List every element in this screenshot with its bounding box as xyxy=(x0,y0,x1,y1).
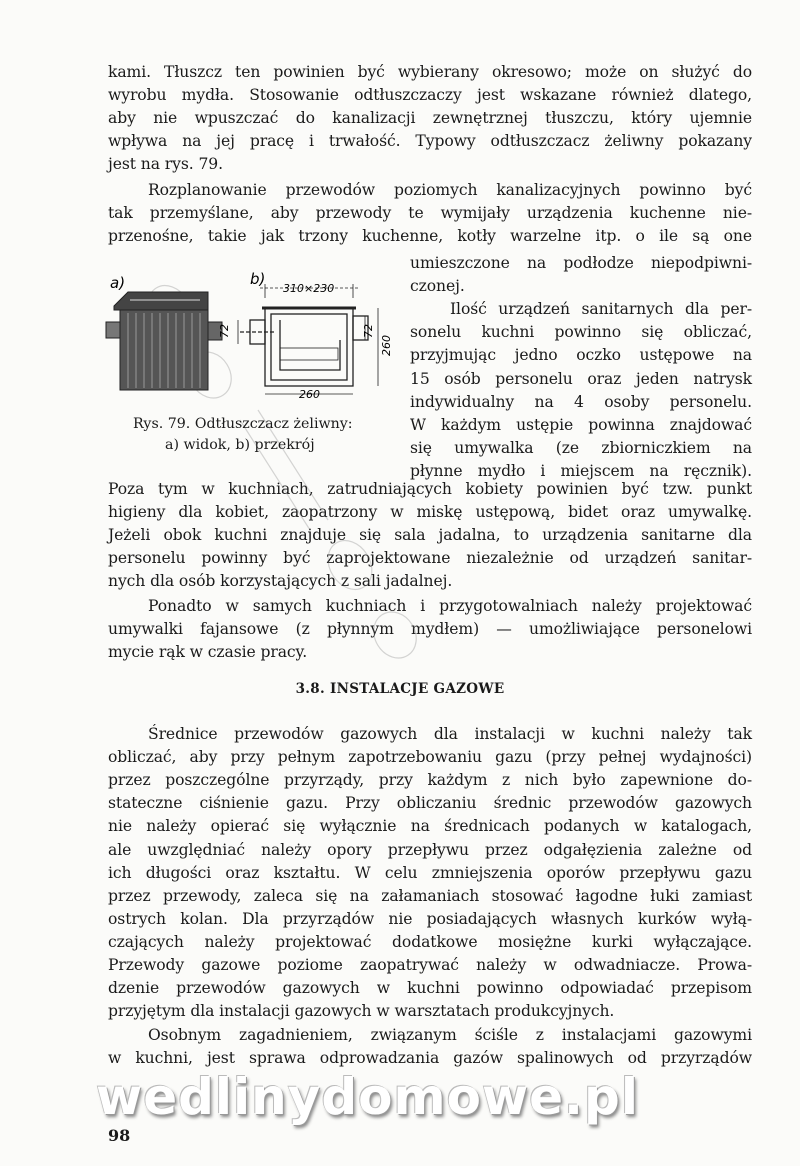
text-line: tak przemyślane, aby przewody te wymijały urządzenia kuchenne nie- xyxy=(108,203,752,222)
text-line: obliczać, aby przy pełnym zapotrzebowaniu gazu (przy pełnej wydajności) xyxy=(108,748,752,767)
text-line: wyrobu mydła. Stosowanie odtłuszczaczy jest wskazane również dlatego, xyxy=(108,86,752,105)
text-line: ale uwzględniać należy opory przepływu przez odgałęzienia zależne od xyxy=(108,840,752,859)
text-line: umywalki fajansowe (z płynnym mydłem) — umożliwiające personelowi xyxy=(108,619,752,638)
grease-trap-view-drawing xyxy=(106,292,222,390)
figure-caption-line-2: a) widok, b) przekrój xyxy=(165,437,315,453)
text-line: płynne mydło i miejscem na ręcznik). xyxy=(410,461,752,480)
figure-caption-line-1: Rys. 79. Odtłuszczacz żeliwny: xyxy=(133,416,353,432)
text-line: Średnice przewodów gazowych dla instalacji w kuchni należy tak xyxy=(148,725,752,743)
text-line: przyjmując jedno oczko ustępowe na xyxy=(410,346,752,365)
text-line: umieszczone na podłodze niepodpiwni- xyxy=(410,254,752,272)
text-line: personelu powinny być zaprojektowane niezależnie od urządzeń sanitar- xyxy=(108,549,752,568)
text-line: dzenie przewodów gazowych w kuchni powinno odpowiadać przepisom xyxy=(108,979,752,998)
text-line: 15 osób personelu oraz jeden natrysk xyxy=(410,369,752,388)
text-line: przenośne, takie jak trzony kuchenne, kotły warzelne itp. o ile są one xyxy=(108,226,752,245)
text-line: indywidualny na 4 osoby personelu. xyxy=(410,392,752,411)
text-line: nie należy opierać się wyłącznie na średnicach podanych w katalogach, xyxy=(108,817,752,836)
dimension-top: 310×230 xyxy=(283,282,335,295)
text-line: wpływa na jej pracę i trwałość. Typowy odtłuszczacz żeliwny pokazany xyxy=(108,132,752,151)
text-line: przez poszczególne przyrządy, przy każdym z nich było zapewnione do- xyxy=(108,771,752,790)
text-line: mycie rąk w czasie pracy. xyxy=(108,642,308,661)
text-line: jest na rys. 79. xyxy=(108,155,223,174)
text-line: Poza tym w kuchniach, zatrudniających kobiety powinien być tzw. punkt xyxy=(108,480,752,498)
text-line: ostrych kolan. Dla przyrządów nie posiadających własnych kurków wyłą- xyxy=(108,909,752,928)
text-line: aby nie wpuszczać do kanalizacji zewnętrznej tłuszczu, który ujemnie xyxy=(108,109,752,128)
text-line: przyjętym dla instalacji gazowych w warsztatach produkcyjnych. xyxy=(108,1002,615,1021)
dimension-outlet: 72 xyxy=(362,324,375,338)
text-line: Ponadto w samych kuchniach i przygotowalniach należy projektować xyxy=(148,596,752,615)
dimension-height: 260 xyxy=(380,335,393,356)
text-line: stateczne ciśnienie gazu. Przy obliczaniu średnic przewodów gazowych xyxy=(108,794,752,813)
text-line: czonej. xyxy=(410,277,465,296)
watermark: wedlinydomowe.pl xyxy=(96,1068,639,1126)
dimension-inlet: 72 xyxy=(218,324,231,338)
text-line: Osobnym zagadnieniem, związanym ściśle z instalacjami gazowymi xyxy=(148,1026,752,1045)
text-line: Jeżeli obok kuchni znajduje się sala jadalna, to urządzenia sanitarne dla xyxy=(108,526,752,545)
text-line: W każdym ustępie powinna znajdować xyxy=(410,415,752,434)
text-line: higieny dla kobiet, zaopatrzony w miskę ustępową, bidet oraz umywalkę. xyxy=(108,503,752,522)
page-number: 98 xyxy=(108,1126,131,1145)
text-line: ich długości oraz kształtu. W celu zmniejszenia oporów przepływu gazu xyxy=(108,863,752,882)
text-line: przez przewody, zaleca się na załamaniach stosować łagodne łuki zamiast xyxy=(108,886,752,905)
section-heading: 3.8. INSTALACJE GAZOWE xyxy=(295,681,505,697)
text-line: Rozplanowanie przewodów poziomych kanalizacyjnych powinno być xyxy=(148,180,752,199)
dimension-width: 260 xyxy=(299,388,320,401)
figure-79-grease-trap xyxy=(100,258,410,408)
text-line: Ilość urządzeń sanitarnych dla per- xyxy=(450,300,752,319)
text-line: w kuchni, jest sprawa odprowadzania gazów spalinowych od przyrządów xyxy=(108,1049,752,1068)
text-line: kami. Tłuszcz ten powinien być wybierany okresowo; może on służyć do xyxy=(108,63,752,81)
text-line: Przewody gazowe poziome zaopatrywać należy w odwadniacze. Prowa- xyxy=(108,956,752,974)
text-line: się umywalka (ze zbiorniczkiem na xyxy=(410,438,752,457)
text-line: nych dla osób korzystających z sali jadalnej. xyxy=(108,572,453,591)
text-line: sonelu kuchni powinno się obliczać, xyxy=(410,323,752,342)
text-line: czających należy projektować dodatkowe mosiężne kurki wyłączające. xyxy=(108,932,752,951)
figure-label-a: a) xyxy=(110,274,126,292)
figure-label-b: b) xyxy=(250,270,266,288)
grease-trap-section-drawing xyxy=(238,284,378,394)
